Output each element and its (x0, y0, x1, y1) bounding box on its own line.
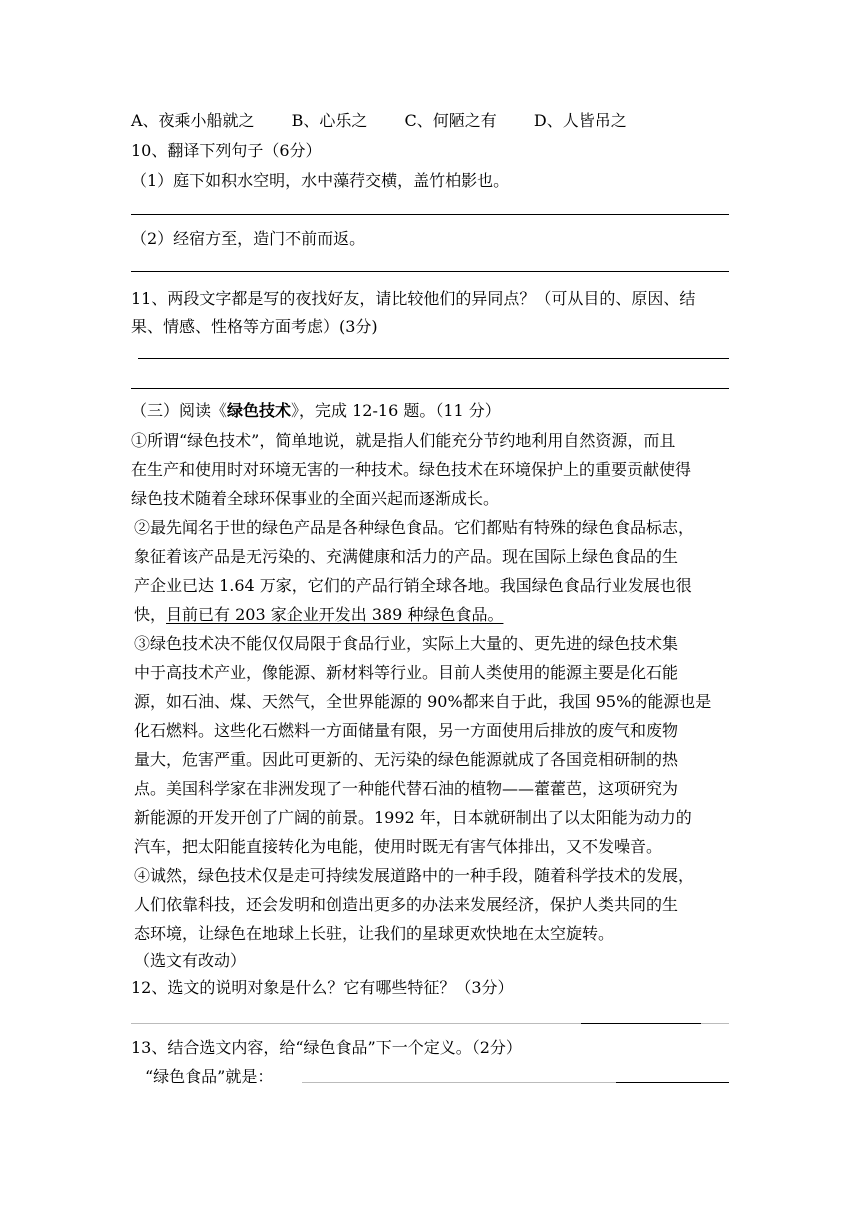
q11-line-2: 果、情感、性格等方面考虑）(3分) (131, 317, 378, 336)
q10-answer-line-2[interactable] (131, 271, 729, 272)
para4-line: ④诚然，绿色技术仅是走可持续发展道路中的一种手段，随着科学技术的发展， (134, 866, 695, 885)
para2-underlined-sentence: 目前已有 203 家企业开发出 389 种绿色食品。 (166, 605, 504, 624)
source-note: （选文有改动） (134, 951, 247, 970)
section-3-post: 》，完成 12-16 题。（11 分） (291, 401, 501, 420)
section-3-pre: （三）阅读《 (131, 401, 228, 420)
q10-sentence-1: （1）庭下如积水空明，水中藻荇交横，盖竹柏影也。 (131, 171, 510, 190)
q13-answer-line-dark[interactable] (616, 1082, 729, 1083)
q9-option-b: B、心乐之 (291, 111, 368, 130)
q12-answer-line-dark[interactable] (581, 1023, 701, 1024)
q10-sentence-2: （2）经宿方至，造门不前而返。 (131, 229, 366, 248)
q9-options (131, 110, 659, 132)
q12-answer-line-end[interactable] (701, 1023, 729, 1024)
para3-line: 源，如石油、煤、天然气，全世界能源的 90%都来自于此，我国 95%的能源也是 (134, 692, 712, 711)
para3-line: 中于高技术产业，像能源、新材料等行业。目前人类使用的能源主要是化石能 (134, 663, 679, 682)
q13-answer-line-light[interactable] (302, 1082, 616, 1083)
q11-answer-line-1[interactable] (138, 358, 729, 359)
para3-line: 量大，危害严重。因此可更新的、无污染的绿色能源就成了各国竞相研制的热 (134, 750, 679, 769)
para3-line: 点。美国科学家在非洲发现了一种能代替石油的植物——藿藿芭，这项研究为 (134, 779, 679, 798)
para4-line: 人们依靠科技，还会发明和创造出更多的办法来发展经济，保护人类共同的生 (134, 895, 679, 914)
para3-line: 化石燃料。这些化石燃料一方面储量有限，另一方面使用后排放的废气和废物 (134, 721, 679, 740)
q13-question: 13、结合选文内容，给“绿色食品”下一个定义。（2分） (131, 1038, 522, 1057)
article-title: 绿色技术 (227, 401, 292, 420)
q10-answer-line-1[interactable] (131, 214, 729, 215)
para1-line: 绿色技术随着全球环保事业的全面兴起而逐渐成长。 (131, 489, 500, 508)
para2-plain: 快， (134, 605, 167, 624)
para2-line: ②最先闻名于世的绿色产品是各种绿色食品。它们都贴有特殊的绿色食品标志， (134, 518, 695, 537)
section-3-heading (131, 400, 501, 422)
q9-option-d: D、人皆吊之 (533, 111, 627, 130)
para4-line: 态环境，让绿色在地球上长驻，让我们的星球更欢快地在太空旋转。 (134, 924, 615, 943)
para3-line: 新能源的开发开创了广阔的前景。1992 年，日本就研制出了以太阳能为动力的 (134, 808, 692, 827)
para1-line: ①所谓“绿色技术”，简单地说，就是指人们能充分节约地利用自然资源，而且 (131, 431, 676, 450)
q11-answer-line-2[interactable] (131, 388, 729, 389)
para2-last-line (134, 604, 503, 626)
para3-line: 汽车，把太阳能直接转化为电能，使用时既无有害气体排出，又不发噪音。 (134, 837, 663, 856)
para1-line: 在生产和使用时对环境无害的一种技术。绿色技术在环境保护上的重要贡献使得 (131, 460, 692, 479)
q13-prompt: “绿色食品”就是： (145, 1067, 274, 1086)
q9-option-c: C、何陋之有 (404, 111, 497, 130)
q9-option-a: A、夜乘小船就之 (131, 111, 255, 130)
para2-line: 象征着该产品是无污染的、充满健康和活力的产品。现在国际上绿色食品的生 (134, 547, 679, 566)
para2-line: 产企业已达 1.64 万家，它们的产品行销全球各地。我国绿色食品行业发展也很 (134, 576, 692, 595)
q11-line-1: 11、两段文字都是写的夜找好友，请比较他们的异同点？（可从目的、原因、结 (131, 289, 696, 308)
para3-line: ③绿色技术决不能仅仅局限于食品行业，实际上大量的、更先进的绿色技术集 (134, 634, 679, 653)
q12-question: 12、选文的说明对象是什么？它有哪些特征？（3分） (131, 978, 514, 997)
q12-answer-line-light[interactable] (131, 1023, 581, 1024)
q10-title: 10、翻译下列句子（6分） (131, 141, 322, 160)
